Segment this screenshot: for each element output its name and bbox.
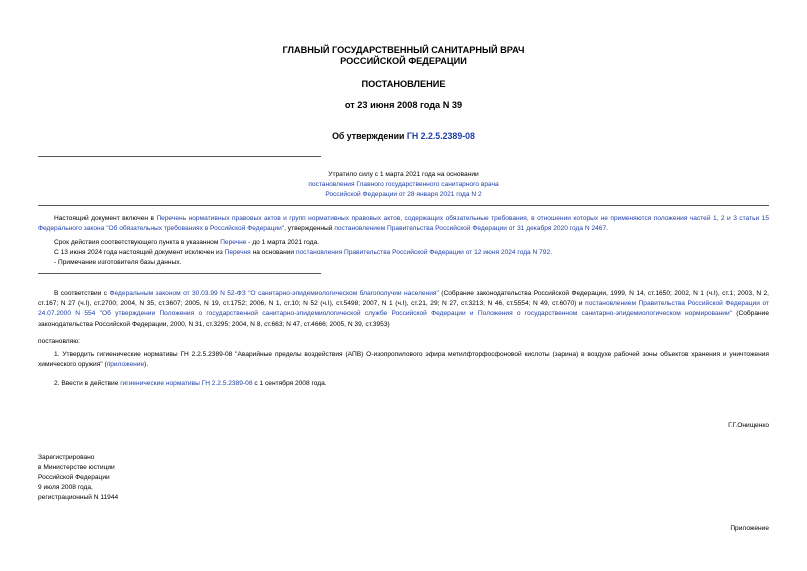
item-2 [54, 379, 769, 389]
document-type: ПОСТАНОВЛЕНИЕ [361, 79, 446, 89]
divider-full [38, 205, 769, 206]
list-link[interactable]: Перечень нормативных правовых актов и групп нормативных правовых актов, содержащих обязательные требования, в отношении которых не применяются положения частей 1, 2 и 3 статьи 15 Федерального закона "Об обязательных требованиях в Российской Федерации" [38, 215, 769, 233]
item1-text-b: ). [144, 361, 149, 369]
info-p3-text-b: на основании [250, 249, 296, 256]
issuer-line-1: ГЛАВНЫЙ ГОСУДАРСТВЕННЫЙ САНИТАРНЫЙ ВРАЧ [282, 45, 525, 55]
divider-bottom [38, 273, 321, 274]
registration-line-2: в Министерстве юстиции [38, 464, 115, 471]
document-date-number: от 23 июня 2008 года N 39 [344, 100, 463, 110]
appendix-link[interactable]: приложение [106, 361, 145, 369]
info-paragraph-1 [38, 214, 769, 234]
basis-text-a: В соответствии с [54, 290, 110, 297]
resolve-word: постановляю: [38, 338, 81, 345]
registration-line-5: регистрационный N 11944 [38, 494, 119, 501]
item-1 [38, 350, 769, 370]
info-paragraph-3 [54, 248, 769, 258]
status-note-line-1: Утратило силу с 1 марта 2021 года на основании [328, 171, 479, 178]
issuer-line-2: РОССИЙСКОЙ ФЕДЕРАЦИИ [340, 56, 467, 66]
title-link-gn[interactable]: ГН 2.2.5.2389-08 [406, 131, 475, 141]
registration-line-3: Российской Федерации [38, 474, 110, 481]
item1-text-a: 1. Утвердить гигиенические нормативы ГН 2.2.5.2389-08 "Аварийные пределы воздействия (АПВ) О-изопропилового эфира метилфторфосфоновой кислоты (зарина) в воздухе рабочей зоны объектов хранения и уничтожения химического оружия" ( [38, 351, 769, 369]
list-link-short[interactable]: Перечне [220, 239, 247, 246]
federal-law-link[interactable]: Федеральным законом от 30.03.99 N 52-ФЗ "О санитарно-эпидемиологическом благополучии населения" [109, 290, 439, 297]
signature: Г.Г.Онищенко [728, 422, 769, 429]
title-prefix: Об утверждении [332, 131, 407, 141]
appendix-label: Приложение [730, 525, 769, 532]
basis-text-b: (Собрание законодательства Российской Федерации, 1999, N 14, ст.1650; 2002, N 1 (ч.I), ст.1; 2003, N 2, ст.167; N 27 (ч.I), ст.2700; 2004, N 35, ст.3607; 2005, N 19, ст.1752; 2006, N 1, ст.10; N 52 (ч.I), ст.5498; 2007, N 1 (ч.I), ст.21, 29; N 27, ст.3213; N 46, ст.5554; N 49, ст.6070) и [38, 290, 770, 308]
divider-top [38, 156, 321, 157]
info-p3-text-c: . [550, 249, 552, 256]
government-decree-554-link[interactable]: постановлением Правительства Российской Федерации от 24.07.2000 N 554 "Об утверждении Положения о государственной санитарно-эпидемиологической службе Российской Федерации и Положения о государственном санитарно-эпидемиологическом нормировании" [38, 300, 769, 318]
item2-text-a: 2. Ввести в действие [54, 380, 121, 387]
info-p3-text-a: С 13 июня 2024 года настоящий документ исключен из [54, 249, 225, 256]
registration-line-1: Зарегистрировано [38, 454, 95, 461]
registration-line-4: 9 июля 2008 года, [38, 484, 93, 491]
hygienic-norms-link[interactable]: гигиенические нормативы ГН 2.2.5.2389-08 [120, 380, 253, 387]
info-paragraph-2 [54, 238, 769, 248]
decree-792-link[interactable]: постановления Правительства Российской Федерации от 12 июня 2024 года N 792 [295, 249, 551, 256]
info-p2-text-a: Срок действия соответствующего пункта в указанном [54, 239, 221, 246]
manufacturer-note: - Примечание изготовителя базы данных. [54, 259, 182, 266]
item2-text-b: с 1 сентября 2008 года. [252, 380, 327, 387]
info-p2-text-b: - до 1 марта 2021 года. [246, 239, 319, 246]
info-p1-text-c: . [606, 225, 608, 233]
info-p1-text-b: , утвержденный [284, 225, 335, 233]
status-note-link-line-3[interactable]: Российской Федерации от 28 января 2021 года N 2 [325, 191, 482, 198]
status-note-link-line-2[interactable]: постановления Главного государственного санитарного врача [308, 181, 499, 188]
document-title [0, 131, 807, 141]
list-link-exclusion[interactable]: Перечня [224, 249, 251, 256]
info-p1-text-a: Настоящий документ включен в [54, 215, 157, 222]
legal-basis-paragraph [38, 289, 769, 330]
basis-text-c: (Собрание законодательства Российской Федерации, 2000, N 31, ст.3295; 2004, N 8, ст.663; N 47, ст.4666; 2005, N 39, ст.3953) [38, 310, 769, 328]
government-decree-link[interactable]: постановлением Правительства Российской Федерации от 31 декабря 2020 года N 2467 [334, 225, 607, 233]
